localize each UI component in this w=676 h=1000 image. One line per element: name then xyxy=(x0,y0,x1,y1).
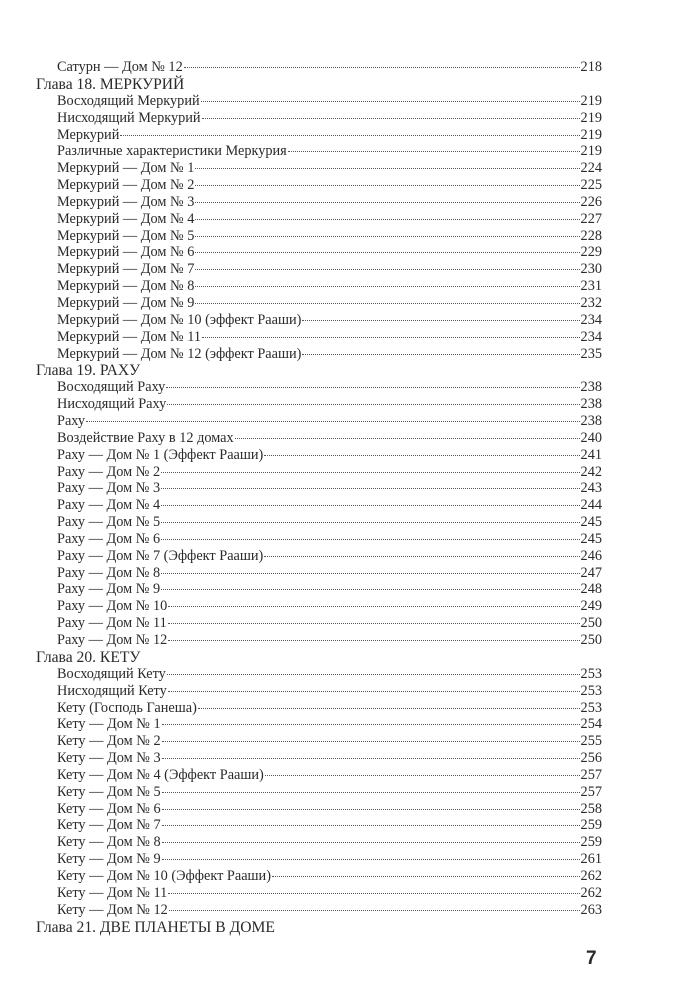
toc-entry-page: 234 xyxy=(580,328,602,345)
dot-leader xyxy=(195,168,579,169)
toc-entry-page: 247 xyxy=(580,564,602,581)
toc-entry xyxy=(36,817,602,834)
toc-entry-title: Кету — Дом № 8 xyxy=(57,834,161,851)
dot-leader xyxy=(235,438,580,439)
table-of-contents xyxy=(36,59,602,936)
dot-leader xyxy=(162,825,580,826)
dot-leader xyxy=(202,118,580,119)
toc-entry xyxy=(36,700,602,717)
toc-entry-title: Меркурий — Дом № 11 xyxy=(57,328,202,345)
dot-leader xyxy=(162,842,580,843)
dot-leader xyxy=(302,320,579,321)
toc-entry xyxy=(36,750,602,767)
toc-entry-page: 227 xyxy=(580,210,602,227)
toc-entry xyxy=(36,902,602,919)
toc-entry-title: Кету — Дом № 6 xyxy=(57,800,161,817)
toc-entry-page: 250 xyxy=(580,615,602,632)
toc-entry-page: 253 xyxy=(580,682,602,699)
toc-entry-page: 246 xyxy=(580,547,602,564)
toc-entry-page: 240 xyxy=(580,429,602,446)
toc-entry xyxy=(36,531,602,548)
toc-entry xyxy=(36,581,602,598)
toc-entry-title: Кету (Господь Ганеша) xyxy=(57,699,197,716)
toc-entry-title: Воздействие Раху в 12 домах xyxy=(57,429,234,446)
toc-entry-title: Сатурн — Дом № 12 xyxy=(57,59,183,75)
toc-entry-page: 242 xyxy=(580,463,602,480)
dot-leader xyxy=(162,741,580,742)
toc-entry-page: 225 xyxy=(580,177,602,194)
dot-leader xyxy=(168,893,579,894)
toc-entry-page: 263 xyxy=(580,901,602,918)
dot-leader xyxy=(162,792,580,793)
toc-entry xyxy=(36,244,602,261)
toc-entry xyxy=(36,497,602,514)
chapter-heading xyxy=(36,919,602,936)
toc-entry-title: Раху — Дом № 11 xyxy=(57,615,167,632)
toc-entry-title: Раху — Дом № 6 xyxy=(57,530,161,547)
dot-leader xyxy=(168,606,579,607)
toc-entry xyxy=(36,801,602,818)
toc-entry-title: Меркурий — Дом № 2 xyxy=(57,177,195,194)
toc-entry-page: 261 xyxy=(580,851,602,868)
toc-entry xyxy=(36,666,602,683)
toc-entry-title: Нисходящий Раху xyxy=(57,396,167,413)
page-number: 7 xyxy=(586,948,597,969)
toc-entry xyxy=(36,548,602,565)
dot-leader xyxy=(195,303,579,304)
toc-entry-page: 248 xyxy=(580,581,602,598)
toc-entry-page: 253 xyxy=(580,665,602,682)
dot-leader xyxy=(161,505,579,506)
dot-leader xyxy=(272,876,580,877)
toc-entry-page: 259 xyxy=(580,817,602,834)
dot-leader xyxy=(166,387,579,388)
toc-entry xyxy=(36,413,602,430)
toc-entry-page: 231 xyxy=(580,278,602,295)
toc-entry xyxy=(36,160,602,177)
toc-entry xyxy=(36,379,602,396)
toc-entry-page: 257 xyxy=(580,766,602,783)
dot-leader xyxy=(288,151,580,152)
dot-leader xyxy=(202,337,580,338)
toc-entry-page: 255 xyxy=(580,733,602,750)
chapter-title: Глава 18. МЕРКУРИЙ xyxy=(36,75,185,93)
toc-entry-title: Раху — Дом № 12 xyxy=(57,632,168,648)
toc-entry-title: Кету — Дом № 4 (Эффект Рааши) xyxy=(57,766,264,783)
toc-entry-page: 230 xyxy=(580,261,602,278)
chapter-title: Глава 19. РАХУ xyxy=(36,362,141,380)
toc-entry-page: 219 xyxy=(580,126,602,143)
toc-entry-title: Раху — Дом № 10 xyxy=(57,598,168,615)
chapter-title: Глава 21. ДВЕ ПЛАНЕТЫ В ДОМЕ xyxy=(36,918,275,936)
dot-leader xyxy=(168,623,580,624)
toc-entry-page: 226 xyxy=(580,193,602,210)
dot-leader xyxy=(161,472,579,473)
toc-entry xyxy=(36,683,602,700)
toc-entry xyxy=(36,93,602,110)
toc-entry xyxy=(36,514,602,531)
toc-entry-title: Раху — Дом № 2 xyxy=(57,463,161,480)
dot-leader xyxy=(184,67,580,68)
toc-entry-page: 238 xyxy=(580,379,602,396)
toc-entry xyxy=(36,868,602,885)
toc-entry-page: 232 xyxy=(580,294,602,311)
toc-entry-title: Меркурий — Дом № 7 xyxy=(57,261,195,278)
toc-entry xyxy=(36,480,602,497)
toc-entry-title: Меркурий xyxy=(57,126,120,143)
dot-leader xyxy=(167,404,579,405)
toc-entry xyxy=(36,127,602,144)
toc-entry-page: 219 xyxy=(580,109,602,126)
toc-entry-title: Кету — Дом № 1 xyxy=(57,716,161,733)
toc-entry-page: 258 xyxy=(580,800,602,817)
toc-entry xyxy=(36,464,602,481)
toc-entry xyxy=(36,295,602,312)
toc-entry xyxy=(36,598,602,615)
dot-leader xyxy=(162,758,580,759)
dot-leader xyxy=(161,522,579,523)
dot-leader xyxy=(86,421,579,422)
dot-leader xyxy=(195,252,579,253)
dot-leader xyxy=(162,859,580,860)
toc-entry xyxy=(36,632,602,649)
toc-entry xyxy=(36,194,602,211)
toc-entry-page: 243 xyxy=(580,480,602,497)
dot-leader xyxy=(264,556,579,557)
toc-entry-page: 245 xyxy=(580,514,602,531)
toc-entry xyxy=(36,565,602,582)
toc-entry-title: Меркурий — Дом № 1 xyxy=(57,160,195,177)
chapter-heading xyxy=(36,362,602,379)
toc-entry xyxy=(36,346,602,363)
toc-entry-title: Раху xyxy=(57,413,86,430)
toc-entry-title: Раху — Дом № 4 xyxy=(57,497,161,514)
toc-entry xyxy=(36,278,602,295)
toc-entry xyxy=(36,767,602,784)
dot-leader xyxy=(161,488,579,489)
toc-entry-page: 228 xyxy=(580,227,602,244)
toc-entry xyxy=(36,447,602,464)
toc-entry-title: Меркурий — Дом № 10 (эффект Рааши) xyxy=(57,311,302,328)
dot-leader xyxy=(195,185,579,186)
dot-leader xyxy=(198,708,580,709)
toc-entry xyxy=(36,261,602,278)
dot-leader xyxy=(195,269,579,270)
toc-entry-title: Нисходящий Меркурий xyxy=(57,109,201,126)
toc-entry-title: Кету — Дом № 2 xyxy=(57,733,161,750)
toc-entry-title: Раху — Дом № 5 xyxy=(57,514,161,531)
dot-leader xyxy=(161,539,579,540)
toc-entry xyxy=(36,851,602,868)
dot-leader xyxy=(302,354,579,355)
toc-entry-page: 235 xyxy=(580,345,602,362)
dot-leader xyxy=(168,691,580,692)
toc-entry-title: Кету — Дом № 10 (Эффект Рааши) xyxy=(57,867,271,884)
dot-leader xyxy=(265,775,580,776)
toc-entry xyxy=(36,312,602,329)
toc-entry-title: Раху — Дом № 9 xyxy=(57,581,161,598)
chapter-heading xyxy=(36,76,602,93)
toc-entry-page: 257 xyxy=(580,783,602,800)
chapter-heading xyxy=(36,649,602,666)
dot-leader xyxy=(264,455,579,456)
toc-entry-page: 259 xyxy=(580,834,602,851)
toc-entry-title: Меркурий — Дом № 6 xyxy=(57,244,195,261)
toc-entry-page: 256 xyxy=(580,750,602,767)
toc-entry-title: Кету — Дом № 3 xyxy=(57,750,161,767)
toc-entry xyxy=(36,59,602,76)
dot-leader xyxy=(195,202,579,203)
toc-entry xyxy=(36,143,602,160)
toc-entry-title: Кету — Дом № 12 xyxy=(57,901,168,918)
dot-leader xyxy=(162,809,580,810)
toc-entry-page: 238 xyxy=(580,413,602,430)
toc-entry-page: 234 xyxy=(580,311,602,328)
toc-entry xyxy=(36,396,602,413)
toc-entry xyxy=(36,211,602,228)
toc-entry-title: Раху — Дом № 1 (Эффект Рааши) xyxy=(57,446,264,463)
toc-entry-page: 219 xyxy=(580,92,602,109)
toc-entry-page: 238 xyxy=(580,396,602,413)
toc-entry xyxy=(36,716,602,733)
toc-entry-title: Раху — Дом № 8 xyxy=(57,564,161,581)
toc-entry-page: 229 xyxy=(580,244,602,261)
toc-entry-page: 253 xyxy=(580,699,602,716)
dot-leader xyxy=(195,219,579,220)
toc-entry-title: Меркурий — Дом № 8 xyxy=(57,278,195,295)
dot-leader xyxy=(201,101,580,102)
toc-entry-title: Меркурий — Дом № 4 xyxy=(57,210,195,227)
toc-entry xyxy=(36,885,602,902)
toc-entry-page: 249 xyxy=(580,598,602,615)
toc-entry xyxy=(36,177,602,194)
dot-leader xyxy=(169,910,580,911)
chapter-title: Глава 20. КЕТУ xyxy=(36,648,141,666)
toc-entry xyxy=(36,329,602,346)
toc-entry-page: 262 xyxy=(580,884,602,901)
toc-entry-title: Меркурий — Дом № 9 xyxy=(57,294,195,311)
toc-entry-title: Раху — Дом № 7 (Эффект Рааши) xyxy=(57,547,264,564)
dot-leader xyxy=(161,589,579,590)
dot-leader xyxy=(161,573,579,574)
toc-entry-title: Раху — Дом № 3 xyxy=(57,480,161,497)
dot-leader xyxy=(167,674,580,675)
toc-entry-page: 218 xyxy=(580,59,602,75)
dot-leader xyxy=(120,135,579,136)
toc-entry-page: 244 xyxy=(580,497,602,514)
toc-entry xyxy=(36,110,602,127)
toc-entry-title: Кету — Дом № 9 xyxy=(57,851,161,868)
toc-entry xyxy=(36,784,602,801)
toc-entry-page: 254 xyxy=(580,716,602,733)
toc-entry-title: Кету — Дом № 11 xyxy=(57,884,168,901)
toc-entry-page: 224 xyxy=(580,160,602,177)
toc-entry xyxy=(36,430,602,447)
toc-entry-title: Кету — Дом № 7 xyxy=(57,817,161,834)
toc-entry-title: Меркурий — Дом № 3 xyxy=(57,193,195,210)
toc-entry-title: Нисходящий Кету xyxy=(57,682,167,699)
toc-entry-title: Восходящий Раху xyxy=(57,379,166,396)
toc-entry-title: Меркурий — Дом № 12 (эффект Рааши) xyxy=(57,345,302,362)
toc-entry-title: Восходящий Кету xyxy=(57,665,166,682)
dot-leader xyxy=(162,724,580,725)
toc-entry-title: Различные характеристики Меркурия xyxy=(57,143,287,160)
toc-entry-title: Кету — Дом № 5 xyxy=(57,783,161,800)
toc-entry-page: 262 xyxy=(580,867,602,884)
toc-entry-title: Восходящий Меркурий xyxy=(57,92,200,109)
dot-leader xyxy=(168,640,579,641)
toc-entry-page: 250 xyxy=(580,632,602,648)
toc-entry-page: 219 xyxy=(580,143,602,160)
dot-leader xyxy=(195,286,579,287)
dot-leader xyxy=(195,236,579,237)
toc-entry-title: Меркурий — Дом № 5 xyxy=(57,227,195,244)
toc-entry xyxy=(36,834,602,851)
toc-entry xyxy=(36,228,602,245)
toc-entry-page: 245 xyxy=(580,530,602,547)
toc-entry-page: 241 xyxy=(580,446,602,463)
toc-entry xyxy=(36,733,602,750)
toc-entry xyxy=(36,615,602,632)
